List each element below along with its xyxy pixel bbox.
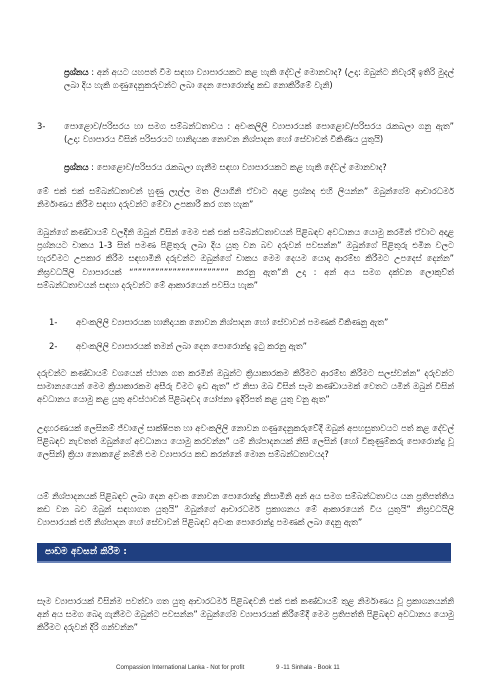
section-title: පාඩම අවසන් කිරීම : bbox=[45, 546, 127, 557]
section-header-bar bbox=[37, 543, 451, 563]
paragraph-4: උදාහරණයක් ලෙසිනම් ජ්වාලේ සාක්ෂිපත හා අවංකලිලි නොවන ගණුදෙනුකරුවේදී ඔබුන් අපහසුතාවයට පත් කළ දේවල් පිළිබඳව නැවතත් ඔබුන්ගේ අවධානය යොමු කරවන්න” යම් නිශ්පාදනයක් නිසි ලෙසින් (හෝ විකුණුම්කරු පොරොන්දු වූ ලෙසින්) ක්‍රියා නොකළේ නම්නි එම ව්‍යාපාරය කඩ කරන්නේ මොන සම්බන්ධතාවයද? bbox=[37, 423, 454, 460]
item-3-text: පොළොව/පරිසරය හා සමග සම්බන්ධතාවය : අවංකලිලි ව්‍යාපාරයක් පොළොව/පරිසරය රැකබලා ගනු ඇත” (උදා: ව්‍යාපාරය විසින් පරිසරයට හානිදායක නොවන නිශ්පාදන හෝ සේවාවන් විකිණිය යුතුයි) bbox=[64, 121, 454, 145]
list-item-2-number: 2- bbox=[49, 341, 58, 351]
item-3-number: 3- bbox=[37, 121, 46, 131]
question-1-label: ප්‍රශ්නය bbox=[64, 67, 89, 77]
footer-left: Compassion International Lanka - Not for profit bbox=[116, 664, 245, 671]
question-2-text: : පොළොව/පරිසරය රැකබලා ගැනීම සඳහා ව්‍යාපාරයකට කළ හැකි දේවල් මොනවාද? bbox=[91, 162, 387, 172]
question-1-text: : අන් අයට යහපත් වීම සඳහා ව්‍යාපාරයකට කළ හැකි දේවල් මොනවාද? (උදා: ඔබුන්ට නිවැරදි ඉතිරි මුදල් ලබා දිය හැකි ගණුදෙනුකරුවන්ට ලබා දෙන පොරොන්දු කඩ නොකිරීමේ වැනි) bbox=[64, 67, 454, 91]
question-2 bbox=[64, 161, 454, 174]
question-1 bbox=[64, 66, 454, 92]
list-item-1-number: 1- bbox=[49, 317, 58, 327]
paragraph-6: සෑම ව්‍යාපාරයක් විසින්ම පවත්වා ගත යුතු ආචාරධර්ම පිළිබඳවනි එක් එක් කණ්ඩායම් තුළ නිර්මාණය වූ ප්‍රකාශනයන්නි අන් අය සමග බෙදා ගැනීමට ඔබුන්ට පවසන්න” ඔබුන්ගේම ව්‍යාපාරයක් කිරීමේදී මෙම ප්‍රතිපත්ති පිළිබඳව අවධානය යොමු කිරීමට දරුවන් දිරි ගන්වන්න” bbox=[37, 596, 454, 633]
paragraph-5: යම් නිශ්පාදනයක් පිළිබඳව ලබා දෙන අවංක නොවන පොරොන්දු නිසාමිනි අන් අය සමග සම්බන්ධතාවය යන ප්‍රතිපත්තිය කඩ වන බව ඔබුන් සඳහාගත යුතුයි” ඔබුන්ගේ ආචාරධර්ම ප්‍රකාශනය මේ ආකාරයෙන් විය යුතුයි” නිඝ්‍රවධයිලි ව්‍යාපාරයක් එහි නිශ්පාදන හෝ සේවාවන් පිළිබඳව අවංක පොරොන්දු පමණක් ලබා දෙනු ඇත” bbox=[37, 491, 454, 528]
list-item-1-text: අවංකලිලි ව්‍යාපාරයක හානිදායක නොවන නිශ්පාදන හෝ සේවාවන් පමණක් විකිණනු ඇත” bbox=[76, 317, 389, 327]
paragraph-1: මේ එක් එක් සම්බන්ධතාවන් හුණු ලෑල්ල මත ලියාගිනි ඒවාට අදාළ ප්‍රශ්නද එහි ලියන්න” ඔබුන්ගේම ආචාරධර්ම නිර්මාණය කිරීම සඳහා දරුවන්ට මේවා උපකාරී කර ගත හැක” bbox=[37, 186, 454, 210]
question-2-label: ප්‍රශ්නය bbox=[64, 162, 89, 172]
footer-right: 9 -11 Sinhala - Book 11 bbox=[276, 664, 340, 671]
list-item-2-text: අවංකලිලි ව්‍යාපාරයක් තමන් ලබා දෙන පොරොන්දු ඉටු කරනු ඇත” bbox=[76, 341, 307, 351]
paragraph-3: දරුවන්ට කණ්ඩායම් වශයෙන් ස්ථාන ගත කරමින් ඔබුන්ට ක්‍රියාකාරකම කිරීමට ආරම්භ කිරීමට සලස්වන්න” දරුවන්ට සාමාන්‍යයෙන් මෙම ක්‍රියාකාරකම අසීරු වීමට ඉඩ ඇත” ඒ නිසා ඔබ විසින් සෑම කණ්ඩායමක් වෙතට යමින් ඔබුන් විසින් අවධානය යොමු කළ යුතු අවස්ථාවන් පිළිබඳවද යෝජනා ඉදිරිපත් කළ යුතු වනු ඇත” bbox=[37, 368, 454, 405]
paragraph-2: ඔබුන්ගේ කණ්ඩායම් වලදීනි ඔබුන් විසින් මෙම එක් එක් සම්බන්ධතාවයන් පිළිබඳව අවධානය යොමු කරමින් ඒවාට අදාළ ප්‍රශ්නයට චාකය 1-3 සිත් පමණ පිළිතුරු ලබා දිය යුතු වන බව දරුවන් පවසන්න” ඔබුන්ගේ පිළිතුරු එමින වලට හැරවීමට උපකාර කිරීම සඳහාමිනි දරුවන්ට ඔබුන්ගේ චාකය මෙම දෙයම යොදා ආරම්භ කිරීමට උපදෙස් දෙන්න” නිඝ්‍රවධයිලි ව්‍යාපාරයක් “”””””””””””””””””””””” කරනු ඇත”නි උදා : අන් අය සමග දක්වන ලොකුව්ත් සම්බන්ධතාවයන් සඳහා දරුවන්ට මේ ආකාරයෙන් පවසිය හැක” bbox=[37, 227, 454, 290]
